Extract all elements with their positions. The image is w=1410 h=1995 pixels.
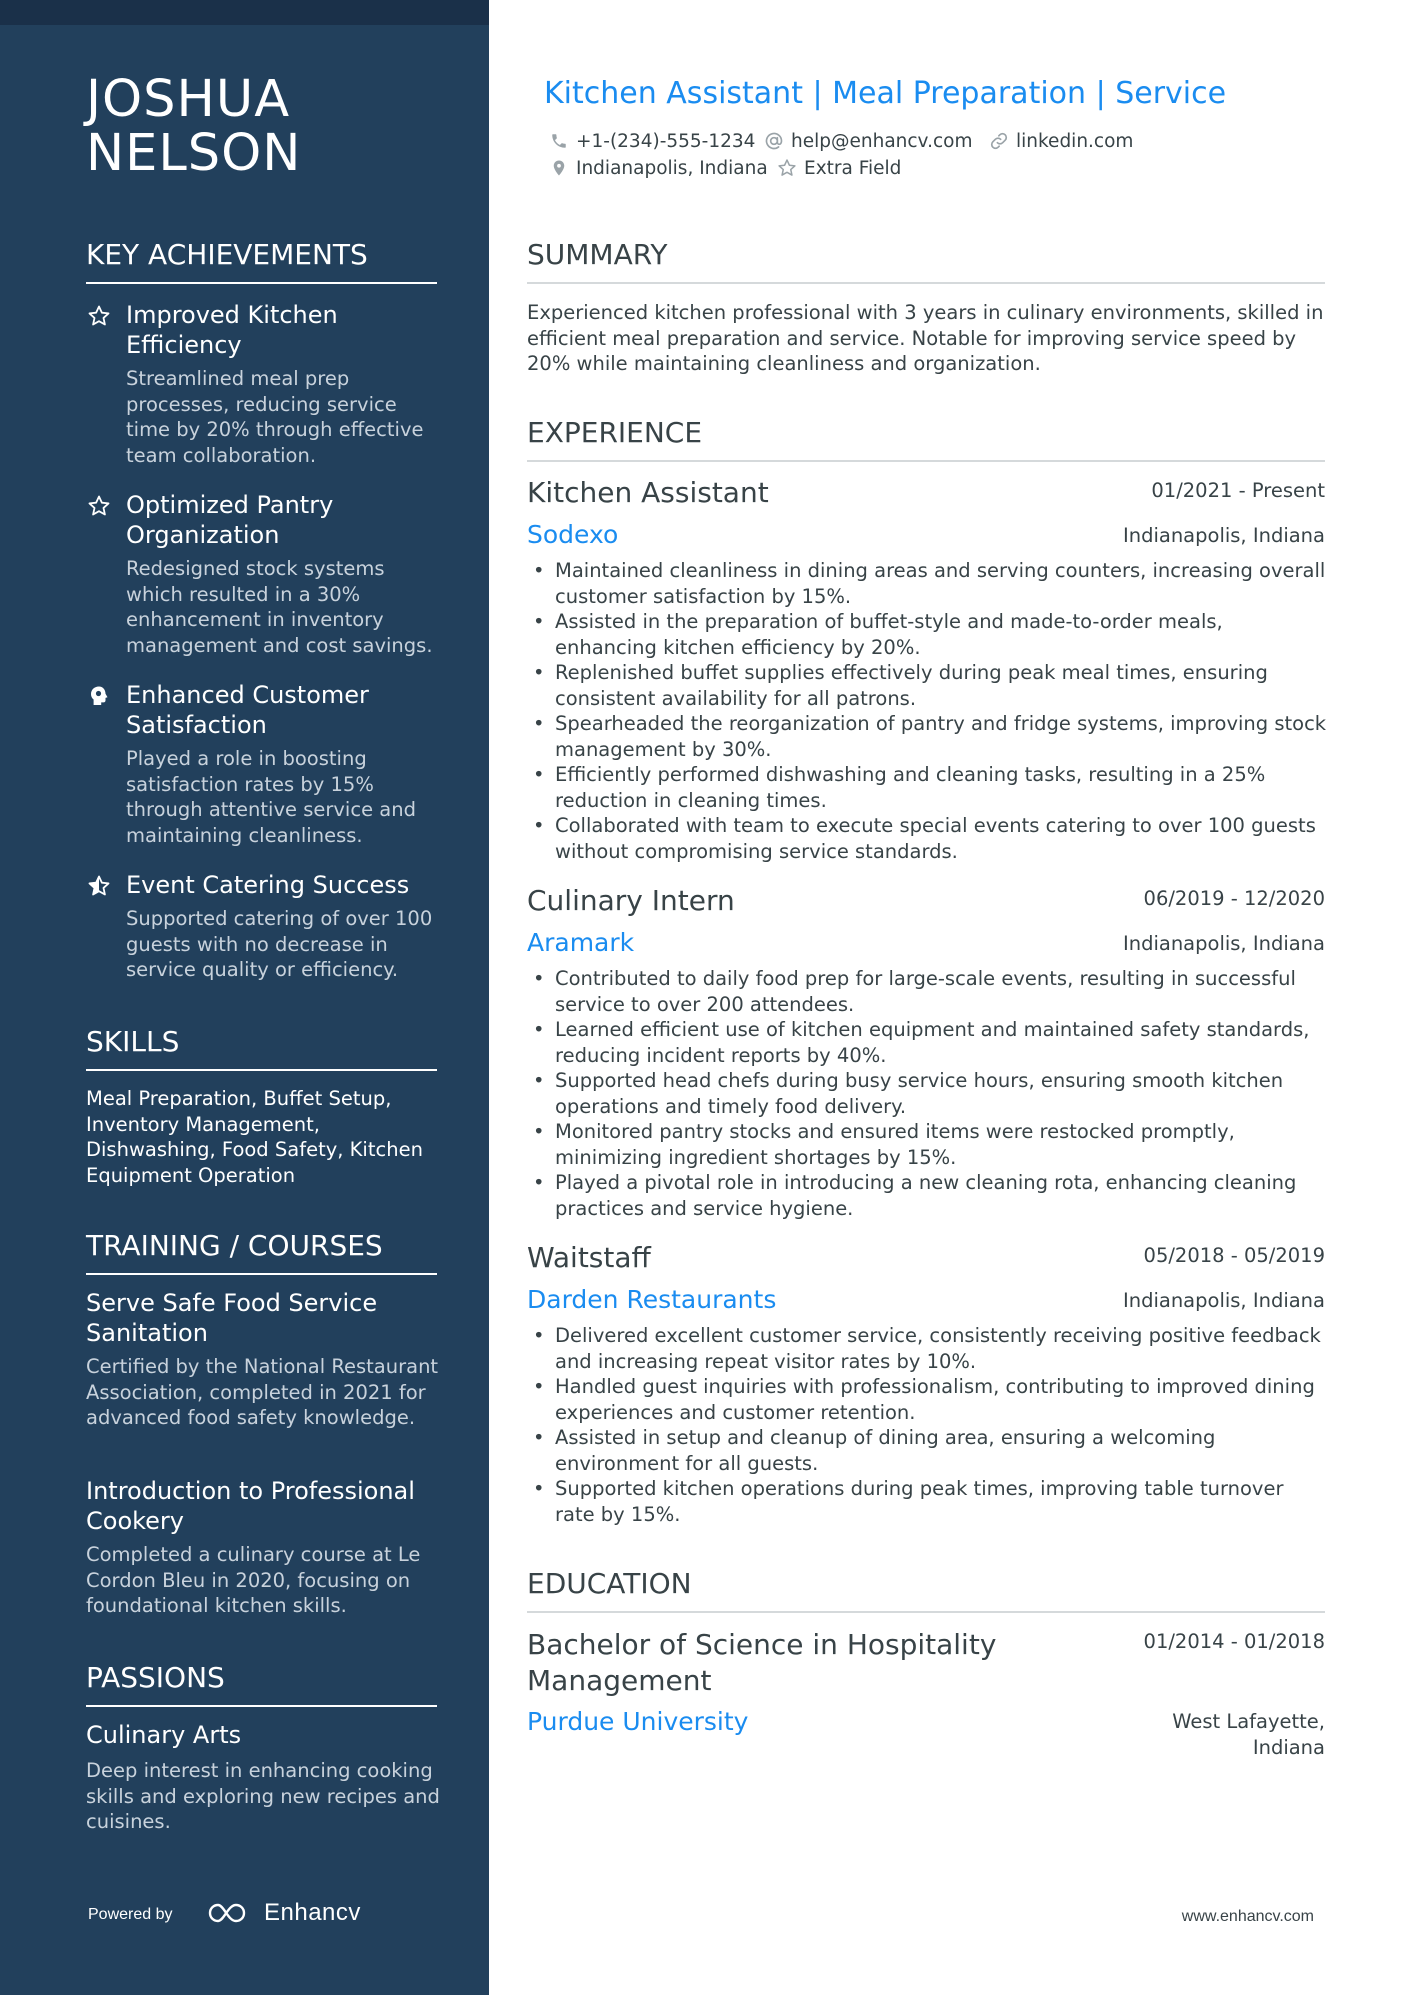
school-name[interactable]: Purdue University <box>527 1707 749 1736</box>
job-title: Kitchen Assistant <box>527 476 769 509</box>
list-item: • Delivered excellent customer service, consistently receiving positive feedback and increasing repeat visitor rates by 10%. <box>527 1323 1327 1374</box>
contact-linkedin[interactable] <box>988 128 1133 154</box>
summary-text: Experienced kitchen professional with 3 years in culinary environments, skilled in efficient meal preparation and service. Notable for improving service speed by 20% while maintaining cleanliness and organization. <box>527 301 1324 375</box>
list-item: • Supported kitchen operations during peak times, improving table turnover rate by 15%. <box>527 1476 1327 1527</box>
achievement-desc: Supported catering of over 100 guests with no decrease in service quality or efficiency. <box>126 907 433 981</box>
course-desc: Certified by the National Restaurant Association, completed in 2021 for advanced food safety knowledge. <box>86 1355 439 1429</box>
footer-url[interactable]: www.enhancv.com <box>1181 1908 1314 1925</box>
job-title: Culinary Intern <box>527 884 735 917</box>
achievement-title: Enhanced Customer Satisfaction <box>126 681 369 739</box>
job-bullets <box>527 966 1327 1221</box>
degree-title: Bachelor of Science in Hospitality Management <box>527 1628 997 1697</box>
contact-phone[interactable] <box>548 128 755 154</box>
name-line-2: NELSON <box>86 124 302 183</box>
achievement-title: Event Catering Success <box>126 871 410 899</box>
achievement-desc: Streamlined meal prep processes, reducing service time by 20% through effective team collaboration. <box>126 367 424 467</box>
contact-email[interactable] <box>763 128 972 154</box>
star-half-icon <box>86 873 112 899</box>
skills-heading: SKILLS <box>86 1025 437 1071</box>
enhancv-logo[interactable] <box>206 1897 361 1929</box>
list-item: • Handled guest inquiries with professionalism, contributing to improved dining experiences and customer retention. <box>527 1374 1327 1425</box>
list-item: • Maintained cleanliness in dining areas and serving counters, increasing overall customer satisfaction by 15%. <box>527 558 1327 609</box>
list-item: • Learned efficient use of kitchen equipment and maintained safety standards, reducing incident reports by 40%. <box>527 1017 1327 1068</box>
job-dates: 06/2019 - 12/2020 <box>1143 887 1325 910</box>
passions-heading: PASSIONS <box>86 1661 437 1707</box>
link-icon <box>988 130 1010 152</box>
phone-icon <box>548 130 570 152</box>
experience-heading: EXPERIENCE <box>527 416 1325 462</box>
job-location: Indianapolis, Indiana <box>1122 932 1325 955</box>
list-item: • Contributed to daily food prep for large-scale events, resulting in successful service to over 200 attendees. <box>527 966 1327 1017</box>
job-dates: 05/2018 - 05/2019 <box>1143 1244 1325 1267</box>
candidate-name <box>86 70 466 183</box>
enhancv-logo-icon <box>206 1900 254 1926</box>
list-item: • Supported head chefs during busy service hours, ensuring smooth kitchen operations and timely food delivery. <box>527 1068 1327 1119</box>
location-pin-icon <box>548 157 570 179</box>
passion-desc: Deep interest in enhancing cooking skills and exploring new recipes and cuisines. <box>86 1759 440 1833</box>
achievement-desc: Redesigned stock systems which resulted in a 30% enhancement in inventory management and cost savings. <box>126 557 433 657</box>
job-location: Indianapolis, Indiana <box>1122 1289 1325 1312</box>
phone-text: +1-(234)-555-1234 <box>576 130 756 152</box>
education-heading: EDUCATION <box>527 1567 1325 1613</box>
course-title: Serve Safe Food Service Sanitation <box>86 1289 378 1347</box>
achievement-title: Improved Kitchen Efficiency <box>126 301 338 359</box>
passion-title: Culinary Arts <box>86 1721 242 1749</box>
location-text: Indianapolis, Indiana <box>576 157 768 179</box>
star-outline-icon <box>776 157 798 179</box>
sidebar <box>0 0 489 1995</box>
skills-text: Meal Preparation, Buffet Setup, Inventory Management, Dishwashing, Food Safety, Kitchen Equipment Operation <box>86 1087 423 1187</box>
list-item: • Replenished buffet supplies effectively during peak meal times, ensuring consistent availability for all patrons. <box>527 660 1327 711</box>
summary-heading: SUMMARY <box>527 238 1325 284</box>
achievement-title: Optimized Pantry Organization <box>126 491 334 549</box>
list-item: • Assisted in setup and cleanup of dining area, ensuring a welcoming environment for all guests. <box>527 1425 1327 1476</box>
company-name[interactable]: Aramark <box>527 928 635 957</box>
course-desc: Completed a culinary course at Le Cordon Bleu in 2020, focusing on foundational kitchen skills. <box>86 1543 421 1617</box>
extra-field-text: Extra Field <box>804 157 902 179</box>
at-sign-icon <box>763 130 785 152</box>
powered-by-label: Powered by <box>88 1906 173 1923</box>
list-item: • Assisted in the preparation of buffet-style and made-to-order meals, enhancing kitchen efficiency by 20%. <box>527 609 1327 660</box>
job-title: Waitstaff <box>527 1241 651 1274</box>
headline: Kitchen Assistant | Meal Preparation | Service <box>544 76 1227 111</box>
job-dates: 01/2021 - Present <box>1151 479 1325 502</box>
contact-extra <box>776 155 901 181</box>
achievement-desc: Played a role in boosting satisfaction rates by 15% through attentive service and maintaining cleanliness. <box>126 747 416 847</box>
contact-location <box>548 155 768 181</box>
job-location: Indianapolis, Indiana <box>1122 524 1325 547</box>
list-item: • Collaborated with team to execute special events catering to over 100 guests without compromising service standards. <box>527 813 1327 864</box>
brand-name: Enhancv <box>264 1899 361 1926</box>
education-location: West Lafayette, Indiana <box>1172 1710 1325 1759</box>
star-outline-icon <box>86 303 112 329</box>
company-name[interactable]: Darden Restaurants <box>527 1285 777 1314</box>
head-lightbulb-icon <box>86 683 112 709</box>
achievements-heading: KEY ACHIEVEMENTS <box>86 238 437 284</box>
list-item: • Played a pivotal role in introducing a new cleaning rota, enhancing cleaning practices and service hygiene. <box>527 1170 1327 1221</box>
list-item: • Monitored pantry stocks and ensured items were restocked promptly, minimizing ingredient shortages by 15%. <box>527 1119 1327 1170</box>
star-outline-icon <box>86 493 112 519</box>
name-line-1: JOSHUA <box>86 70 291 129</box>
course-title: Introduction to Professional Cookery <box>86 1477 415 1535</box>
sidebar-top-strip <box>0 0 489 25</box>
company-name[interactable]: Sodexo <box>527 520 619 549</box>
list-item: • Spearheaded the reorganization of pantry and fridge systems, improving stock management by 30%. <box>527 711 1327 762</box>
training-heading: TRAINING / COURSES <box>86 1229 437 1275</box>
job-bullets <box>527 1323 1327 1527</box>
job-bullets <box>527 558 1327 864</box>
email-text: help@enhancv.com <box>791 130 973 152</box>
list-item: • Efficiently performed dishwashing and cleaning tasks, resulting in a 25% reduction in cleaning times. <box>527 762 1327 813</box>
linkedin-text: linkedin.com <box>1016 130 1134 152</box>
education-dates: 01/2014 - 01/2018 <box>1143 1630 1325 1653</box>
